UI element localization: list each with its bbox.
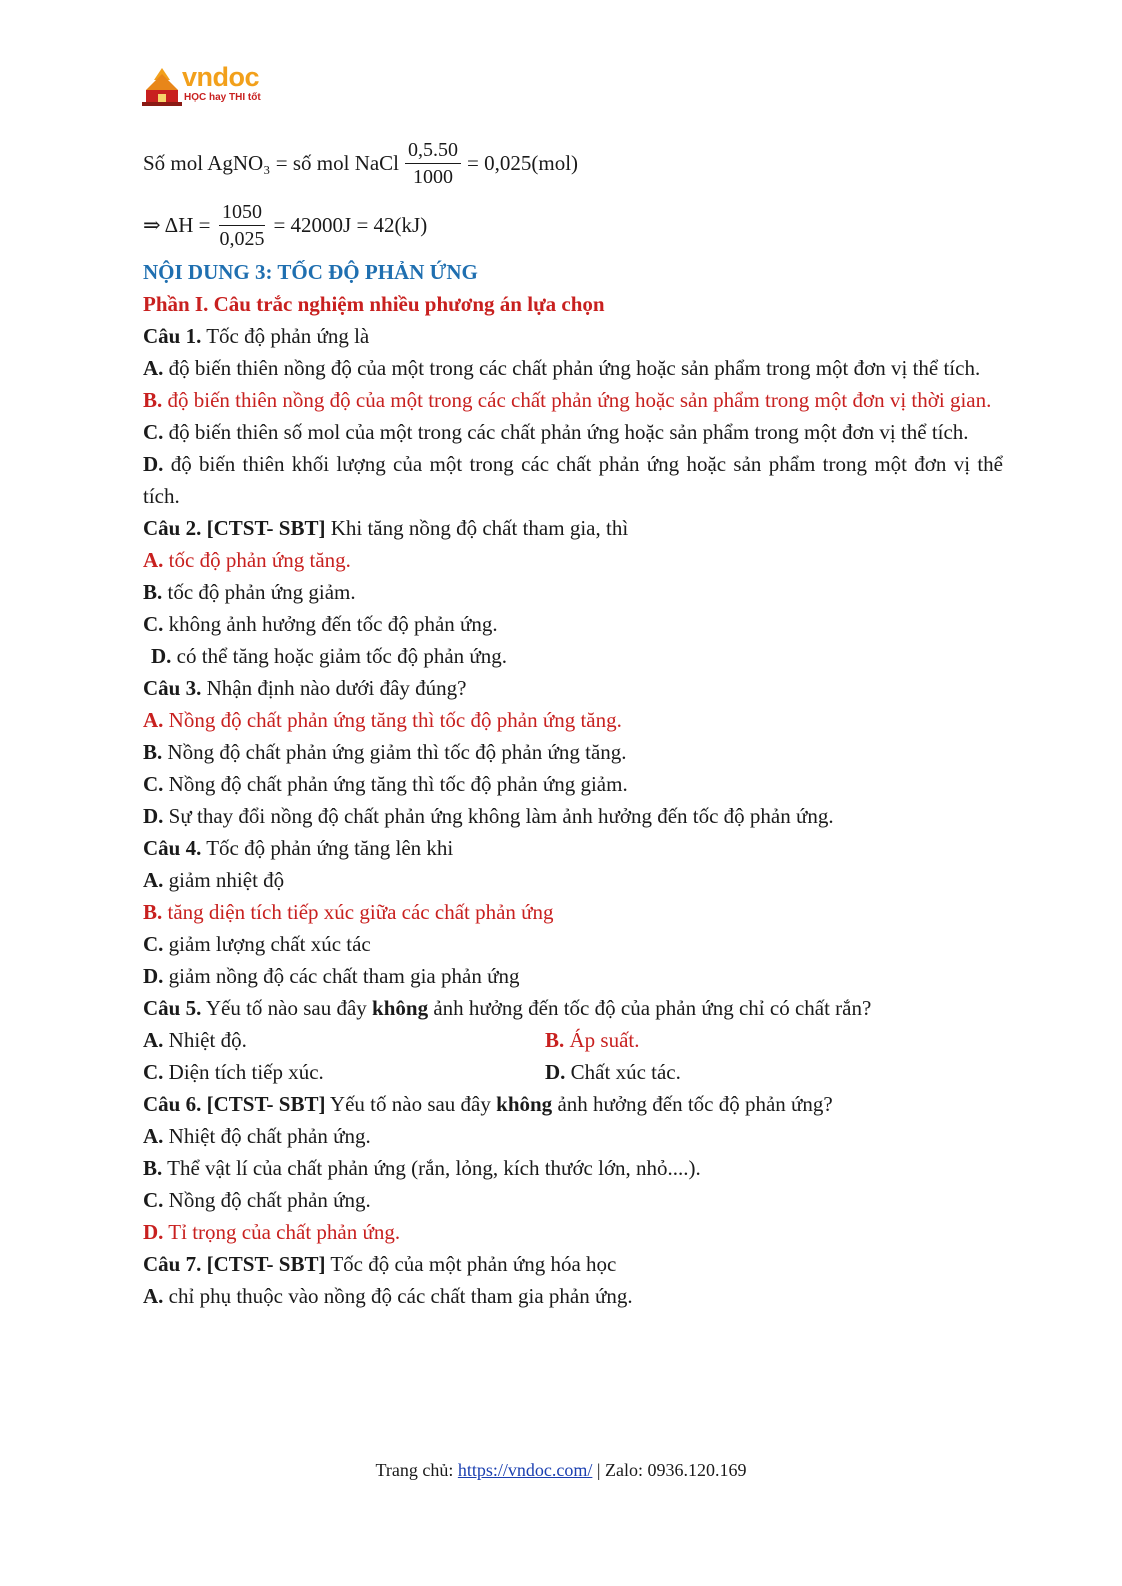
- footer-prefix: Trang chủ:: [375, 1460, 458, 1480]
- option-text: độ biến thiên nồng độ của một trong các chất phản ứng hoặc sản phẩm trong một đơn vị thể tích.: [163, 356, 981, 380]
- option-b: [143, 1152, 1003, 1184]
- option-key: B.: [143, 900, 163, 924]
- option-text: tăng diện tích tiếp xúc giữa các chất phản ứng: [162, 900, 554, 924]
- option-c: [143, 416, 1003, 448]
- option-c: [143, 1184, 1003, 1216]
- logo-slogan: HỌC hay THI tốt: [184, 92, 261, 103]
- fraction-numerator: 0,5.50: [405, 137, 461, 164]
- option-text: giảm nhiệt độ: [163, 868, 285, 892]
- option-text: Nồng độ chất phản ứng tăng thì tốc độ phản ứng tăng.: [163, 708, 622, 732]
- option-key: C.: [143, 420, 164, 444]
- option-key: C.: [143, 932, 164, 956]
- options-row-cd: [143, 1056, 1003, 1088]
- option-key: A.: [143, 548, 164, 572]
- question-text: Yếu tố nào sau đây: [325, 1092, 497, 1116]
- option-d: [143, 960, 1003, 992]
- formula-mol-fraction: [405, 137, 461, 190]
- formula-enthalpy-result: = 42000J = 42(kJ): [273, 213, 428, 237]
- option-key: A.: [143, 708, 164, 732]
- section-title: NỘI DUNG 3: TỐC ĐỘ PHẢN ỨNG: [143, 260, 478, 284]
- document-body: [143, 132, 1003, 1312]
- question-label: Câu 2. [CTST- SBT]: [143, 516, 326, 540]
- option-text: Tỉ trọng của chất phản ứng.: [163, 1220, 401, 1244]
- part-title: Phần I. Câu trắc nghiệm nhiều phương án lựa chọn: [143, 292, 605, 316]
- question-1: [143, 320, 1003, 352]
- page-footer: [0, 1460, 1122, 1481]
- option-b-answer: [545, 1024, 640, 1056]
- question-3: [143, 672, 1003, 704]
- option-text: Diện tích tiếp xúc.: [163, 1060, 324, 1084]
- question-label: Câu 3.: [143, 676, 202, 700]
- option-b: [143, 576, 1003, 608]
- option-text: tốc độ phản ứng giảm.: [162, 580, 356, 604]
- option-a: [143, 352, 1003, 384]
- option-c: [143, 928, 1003, 960]
- option-a-answer: [143, 544, 1003, 576]
- option-key: B.: [545, 1028, 565, 1052]
- logo-wordmark: vndoc: [182, 62, 260, 92]
- option-key: B.: [143, 580, 163, 604]
- question-text: Tốc độ phản ứng là: [201, 324, 370, 348]
- question-text: Khi tăng nồng độ chất tham gia, thì: [325, 516, 629, 540]
- question-label: Câu 1.: [143, 324, 202, 348]
- temple-icon: [140, 66, 184, 108]
- option-text: độ biến thiên số mol của một trong các chất phản ứng hoặc sản phẩm trong một đơn vị thể tích.: [163, 420, 969, 444]
- option-a: [143, 1280, 1003, 1312]
- option-text: tốc độ phản ứng tăng.: [163, 548, 351, 572]
- question-label: Câu 6. [CTST- SBT]: [143, 1092, 326, 1116]
- question-emphasis: không: [372, 996, 429, 1020]
- option-c: [143, 768, 1003, 800]
- option-d: [143, 448, 1003, 512]
- question-text: ảnh hưởng đến tốc độ phản ứng?: [552, 1092, 833, 1116]
- option-text: Sự thay đổi nồng độ chất phản ứng không làm ảnh hưởng đến tốc độ phản ứng.: [163, 804, 834, 828]
- footer-contact: | Zalo: 0936.120.169: [592, 1460, 747, 1480]
- option-key: D.: [151, 644, 172, 668]
- fraction-numerator: 1050: [219, 199, 265, 226]
- option-text: giảm lượng chất xúc tác: [163, 932, 371, 956]
- option-c: [143, 608, 1003, 640]
- question-text: ảnh hưởng đến tốc độ của phản ứng chỉ có chất rắn?: [428, 996, 872, 1020]
- question-label: Câu 7. [CTST- SBT]: [143, 1252, 326, 1276]
- formula-enthalpy: [143, 194, 1003, 256]
- option-text: Nồng độ chất phản ứng giảm thì tốc độ phản ứng tăng.: [162, 740, 627, 764]
- question-text: Nhận định nào dưới đây đúng?: [201, 676, 467, 700]
- option-text: không ảnh hưởng đến tốc độ phản ứng.: [163, 612, 498, 636]
- option-text: chỉ phụ thuộc vào nồng độ các chất tham gia phản ứng.: [163, 1284, 633, 1308]
- question-text: Tốc độ phản ứng tăng lên khi: [201, 836, 454, 860]
- option-d: [545, 1056, 681, 1088]
- option-a: [143, 1024, 545, 1056]
- option-a: [143, 864, 1003, 896]
- question-emphasis: không: [496, 1092, 553, 1116]
- option-text: độ biến thiên nồng độ của một trong các chất phản ứng hoặc sản phẩm trong một đơn vị thời gian.: [162, 388, 992, 412]
- option-text: Nồng độ chất phản ứng tăng thì tốc độ phản ứng giảm.: [163, 772, 628, 796]
- option-key: A.: [143, 1124, 164, 1148]
- option-text: Nồng độ chất phản ứng.: [163, 1188, 371, 1212]
- fraction-denominator: 1000: [413, 165, 454, 188]
- question-text: Yếu tố nào sau đây: [201, 996, 373, 1020]
- option-b-answer: [143, 384, 1003, 416]
- option-key: A.: [143, 1028, 164, 1052]
- option-key: B.: [143, 388, 163, 412]
- option-text: Thể vật lí của chất phản ứng (rắn, lỏng, kích thước lớn, nhỏ....).: [162, 1156, 701, 1180]
- question-6: [143, 1088, 1003, 1120]
- question-5: [143, 992, 1003, 1024]
- formula-mol-result: = 0,025(mol): [467, 151, 579, 175]
- option-key: C.: [143, 1188, 164, 1212]
- homepage-link[interactable]: https://vndoc.com/: [457, 1460, 593, 1480]
- option-c: [143, 1056, 545, 1088]
- option-d: [143, 800, 1003, 832]
- question-7: [143, 1248, 1003, 1280]
- option-key: D.: [143, 1220, 164, 1244]
- option-text: Nhiệt độ.: [163, 1028, 247, 1052]
- option-key: C.: [143, 772, 164, 796]
- option-text: Áp suất.: [564, 1028, 640, 1052]
- option-key: A.: [143, 868, 164, 892]
- option-key: D.: [143, 964, 164, 988]
- question-2: [143, 512, 1003, 544]
- option-key: D.: [545, 1060, 566, 1084]
- formula-enthalpy-prefix: ⇒ ΔH =: [143, 213, 211, 237]
- question-text: Tốc độ của một phản ứng hóa học: [325, 1252, 617, 1276]
- option-a-answer: [143, 704, 1003, 736]
- option-key: C.: [143, 612, 164, 636]
- option-key: A.: [143, 1284, 164, 1308]
- option-text: Nhiệt độ chất phản ứng.: [163, 1124, 371, 1148]
- formula-enthalpy-fraction: [216, 199, 267, 252]
- fraction-denominator: 0,025: [219, 227, 265, 250]
- formula-mol: [143, 132, 1003, 194]
- vndoc-logo: [140, 62, 280, 112]
- option-text: độ biến thiên khối lượng của một trong các chất phản ứng hoặc sản phẩm trong một đơn vị thể tích.: [143, 452, 1003, 508]
- formula-mol-prefix: Số mol AgNO₃ = số mol NaCl: [143, 151, 400, 175]
- question-label: Câu 4.: [143, 836, 202, 860]
- option-b: [143, 736, 1003, 768]
- option-text: Chất xúc tác.: [565, 1060, 681, 1084]
- option-key: A.: [143, 356, 164, 380]
- option-key: C.: [143, 1060, 164, 1084]
- question-4: [143, 832, 1003, 864]
- option-key: B.: [143, 740, 163, 764]
- option-key: D.: [143, 804, 164, 828]
- option-d-answer: [143, 1216, 1003, 1248]
- option-d: [143, 640, 1003, 672]
- option-key: D.: [143, 452, 164, 476]
- options-row-ab: [143, 1024, 1003, 1056]
- question-label: Câu 5.: [143, 996, 202, 1020]
- option-text: có thể tăng hoặc giảm tốc độ phản ứng.: [171, 644, 508, 668]
- option-key: B.: [143, 1156, 163, 1180]
- option-a: [143, 1120, 1003, 1152]
- option-text: giảm nồng độ các chất tham gia phản ứng: [163, 964, 520, 988]
- option-b-answer: [143, 896, 1003, 928]
